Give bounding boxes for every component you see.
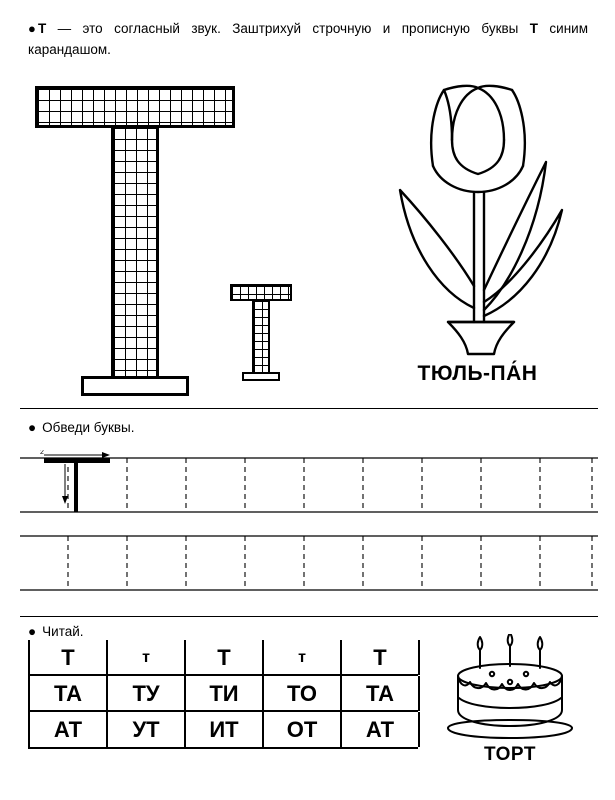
table-cell[interactable]: УТ [106,712,186,747]
instruction-letter: Т [38,21,47,36]
table-cell[interactable]: ТА [28,676,108,711]
syllable-table [28,640,418,749]
divider-1 [20,408,598,409]
table-row [28,710,418,749]
letters-section [0,70,615,400]
table-cell[interactable]: Т [340,640,420,675]
tracing-area[interactable] [20,450,598,600]
table-cell[interactable]: ТИ [184,676,264,711]
table-row [28,674,418,711]
cake-drawing [430,634,590,744]
cake-caption: ТОРТ [484,744,536,765]
table-cell[interactable]: Т [28,640,108,675]
small-letter-t-outline[interactable] [230,284,292,396]
big-letter-crossbar [35,86,235,128]
table-cell[interactable]: ОТ [262,712,342,747]
table-cell[interactable]: ТА [340,676,420,711]
bullet-icon: ● [28,21,36,36]
big-letter-foot [81,376,189,396]
table-row [28,640,418,675]
instruction-part1: — это согласный звук. Заштрихуй строчную и прописную буквы [46,21,530,36]
small-letter-foot [242,372,280,381]
bullet-icon: ● [28,420,37,435]
read-section-title [28,624,84,639]
table-cell[interactable]: т [262,640,342,675]
instruction-letter2: Т [529,21,539,36]
divider-2 [20,616,598,617]
small-letter-crossbar [230,284,292,301]
bullet-icon: ● [28,624,37,639]
instruction-text [28,18,588,60]
instruction-part2: синим карандашом. [28,21,588,57]
table-cell[interactable]: т [106,640,186,675]
table-cell[interactable]: ИТ [184,712,264,747]
table-cell[interactable]: АТ [340,712,420,747]
big-letter-T-outline[interactable] [35,86,235,396]
table-cell[interactable]: ТО [262,676,342,711]
trace-title-text: Обведи буквы. [42,420,135,435]
table-cell[interactable]: ТУ [106,676,186,711]
big-letter-stem [111,128,159,396]
trace-section-title [28,420,135,435]
table-cell[interactable]: Т [184,640,264,675]
svg-text:2: 2 [40,450,44,456]
read-title-text: Читай. [42,624,84,639]
table-cell[interactable]: АТ [28,712,108,747]
tulip-caption: ТЮЛЬ-ПА́Н [417,362,538,385]
small-letter-stem [252,301,270,380]
tulip-drawing [370,70,585,360]
